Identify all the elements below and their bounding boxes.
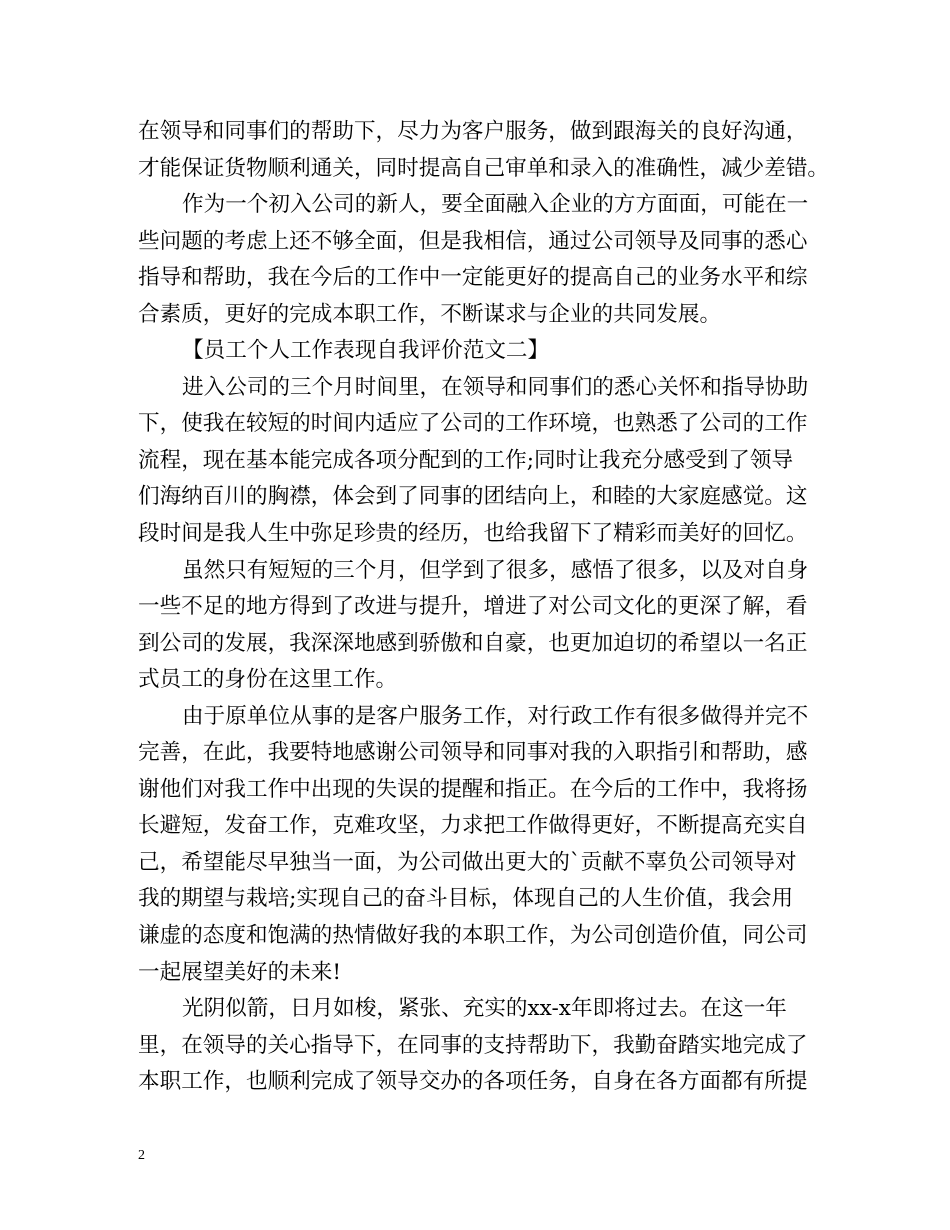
text-line: 由于原单位从事的是客户服务工作，对行政工作有很多做得并完不 xyxy=(182,703,809,729)
text-line: 流程，现在基本能完成各项分配到的工作;同时让我充分感受到了领导 xyxy=(138,447,794,473)
text-line: 下，使我在较短的时间内适应了公司的工作环境，也熟悉了公司的工作 xyxy=(138,411,808,437)
text-line: 式员工的身份在这里工作。 xyxy=(138,667,398,693)
text-line: 些问题的考虑上还不够全面，但是我相信，通过公司领导及同事的悉心 xyxy=(138,228,808,254)
document-body xyxy=(138,114,830,1101)
page-number: 2 xyxy=(138,1148,145,1163)
text-line: 才能保证货物顺利通关，同时提高自己审单和录入的准确性，减少差错。 xyxy=(138,155,830,181)
text-line: 长避短，发奋工作，克难攻坚，力求把工作做得更好，不断提高充实自 xyxy=(138,813,808,839)
text-line: 段时间是我人生中弥足珍贵的经历，也给我留下了精彩而美好的回忆。 xyxy=(138,521,808,547)
text-line: 谦虚的态度和饱满的热情做好我的本职工作，为公司创造价值，同公司 xyxy=(138,923,808,949)
text-line: 到公司的发展，我深深地感到骄傲和自豪，也更加迫切的希望以一名正 xyxy=(138,630,808,656)
text-line: 作为一个初入公司的新人，要全面融入企业的方方面面，可能在一 xyxy=(182,192,809,218)
text-line: 们海纳百川的胸襟，体会到了同事的团结向上，和睦的大家庭感觉。这 xyxy=(138,484,808,510)
section-heading: 【员工个人工作表现自我评价范文二】 xyxy=(182,338,550,364)
text-line: 完善，在此，我要特地感谢公司领导和同事对我的入职指引和帮助，感 xyxy=(138,740,808,766)
text-line: 里，在领导的关心指导下，在同事的支持帮助下，我勤奋踏实地完成了 xyxy=(138,1032,808,1058)
text-line: 指导和帮助，我在今后的工作中一定能更好的提高自己的业务水平和综 xyxy=(138,265,808,291)
text-line: 合素质，更好的完成本职工作，不断谋求与企业的共同发展。 xyxy=(138,301,722,327)
text-line: 谢他们对我工作中出现的失误的提醒和指正。在今后的工作中，我将扬 xyxy=(138,776,808,802)
text-line: 在领导和同事们的帮助下，尽力为客户服务，做到跟海关的良好沟通， xyxy=(138,119,808,144)
text-line: 一起展望美好的未来! xyxy=(138,959,342,985)
text-line: 本职工作，也顺利完成了领导交办的各项任务，自身在各方面都有所提 xyxy=(138,1069,808,1095)
text-line: 己，希望能尽早独当一面，为公司做出更大的`贡献不辜负公司领导对 xyxy=(138,849,797,875)
text-line: 虽然只有短短的三个月，但学到了很多，感悟了很多，以及对自身 xyxy=(182,557,809,583)
text-line: 光阴似箭，日月如梭，紧张、充实的xx-x年即将过去。在这一年 xyxy=(182,996,787,1022)
text-line: 一些不足的地方得到了改进与提升，增进了对公司文化的更深了解，看 xyxy=(138,594,808,620)
text-line: 我的期望与栽培;实现自己的奋斗目标，体现自己的人生价值，我会用 xyxy=(138,886,794,912)
text-line: 进入公司的三个月时间里，在领导和同事们的悉心关怀和指导协助 xyxy=(182,374,809,400)
